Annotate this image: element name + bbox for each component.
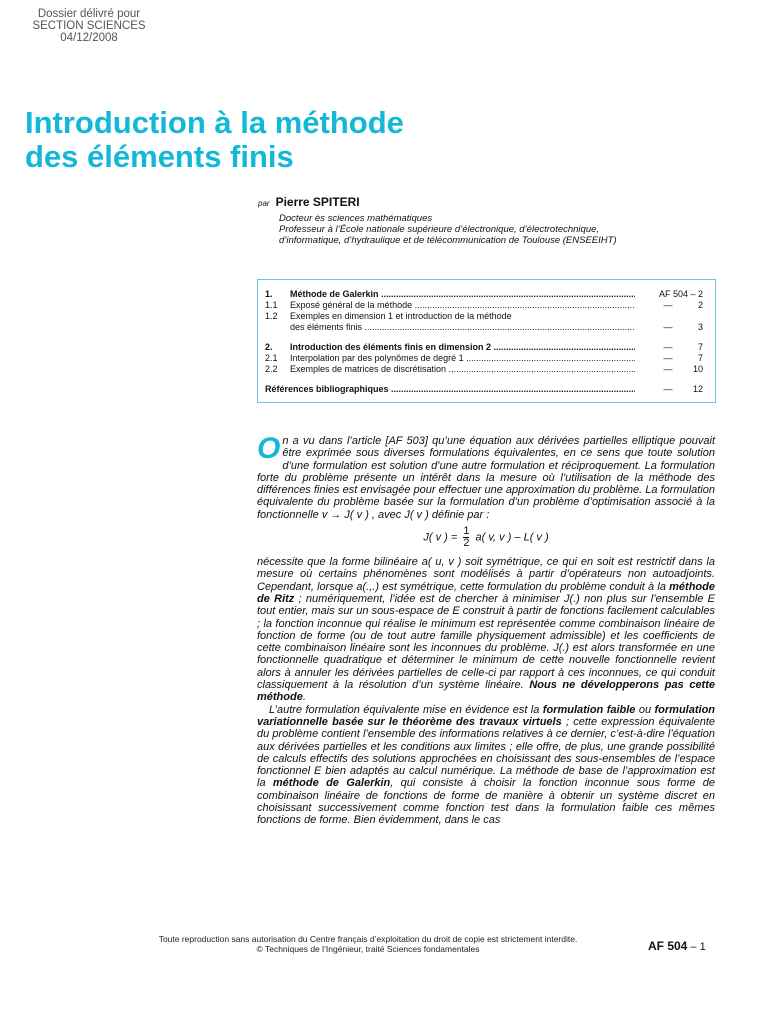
text-span: ; numériquement, l’idée est de chercher à minimiser J(.) non plus sur l’ensemble E tout entier, mais sur un sous-espace de E construit à partir de fonctions facilement calculables ; la fonction inconnue qui réalise le minimum est représentée comme combinaison linéaire de fonction de forme (ou de tout autre famille physiquement admissible) et les coefficients de cette combinaison linéaire sont les inconnues du problème. J(.) est alors transformée en une fonctionnelle quadratique et déterminer le minimum de cette nouvelle fonctionnelle revient alors à annuler les dérivées partielles de celle-ci par rapport à ces inconnues, ce qui conduit classiquement à la résolution d’un système linéaire. [257, 592, 715, 692]
emphasis-statement: Nous ne développerons pas cette méthode [257, 679, 716, 704]
toc-number: 2.1 [265, 353, 278, 363]
footer-notice [118, 935, 618, 954]
term-weak-formulation: formulation faible [542, 703, 636, 716]
toc-entry[interactable] [265, 311, 712, 322]
paragraph-galerkin [257, 704, 715, 827]
term-variational-formulation: formulation variationnelle basée sur le théorème des travaux virtuels [257, 703, 716, 728]
footer-copyright-line-1: Toute reproduction sans autorisation du Centre français d’exploitation du droit de copie est strictement interdite. [158, 934, 578, 944]
term-galerkin: méthode de Galerkin [272, 777, 391, 790]
article-body [257, 432, 716, 827]
toc-entry[interactable] [265, 289, 712, 300]
stamp-line-3: 04/12/2008 [60, 32, 118, 44]
title-line-2: des éléments finis [25, 139, 294, 174]
toc-reference: — [663, 353, 673, 363]
fraction-denominator: 2 [463, 537, 470, 550]
toc-entry[interactable] [265, 353, 712, 364]
toc-page: 2 [697, 300, 703, 310]
paragraph-intro-text: n a vu dans l’article [AF 503] qu’une équation aux dérivées partielles elliptique pouvait être exprimée sous diverses formulations équivalentes, en ce sens que toute solution d’une formulation est solution d’une autre formulation et réciproquement. La formulation forte du problème présente un intérêt dans la mesure où l’utilisation de la méthode des différences finies est envisagée pour effectuer une approximation du problème. La formulation équivalente du problème basée sur la formulation d’un problème d’optimisation associé à la fonctionnelle v → J( v ) , avec J( v ) définie par : [257, 435, 715, 521]
text-span: L’autre formulation équivalente mise en évidence est la [269, 703, 543, 716]
table-of-contents [257, 279, 716, 403]
toc-entry[interactable] [265, 384, 712, 395]
formula-functional [257, 526, 715, 549]
author-name: Pierre SPITERI [275, 195, 360, 209]
term-ritz: méthode de Ritz [257, 580, 715, 605]
author-credential-3: d’informatique, d’hydraulique et de télécommunication de Toulouse (ENSEEIHT) [279, 235, 617, 246]
toc-reference: — [663, 364, 673, 374]
document-code: AF 504 [648, 939, 688, 953]
toc-page: 10 [692, 364, 703, 374]
document-title [25, 106, 404, 174]
fraction-numerator: 1 [463, 525, 470, 538]
toc-label: Exemples en dimension 1 et introduction de la méthode [290, 311, 512, 321]
formula-fraction [463, 526, 469, 549]
toc-number: 1.2 [265, 311, 278, 321]
toc-page: – 2 [690, 289, 703, 299]
author-credential-1: Docteur ès sciences mathématiques [279, 213, 433, 224]
toc-reference: — [663, 300, 673, 310]
toc-number: 2. [265, 342, 273, 352]
toc-label: Exemples de matrices de discrétisation ..... [290, 364, 635, 375]
drop-cap: O [257, 432, 281, 465]
toc-label: Exposé général de la méthode ..... [290, 300, 635, 311]
toc-entry[interactable] [265, 342, 712, 353]
toc-number: 1. [265, 289, 273, 299]
delivery-stamp [20, 8, 158, 44]
toc-entry-continued[interactable] [265, 322, 712, 333]
toc-page: 7 [697, 353, 703, 363]
paragraph-ritz [257, 556, 715, 704]
page-reference [648, 939, 706, 953]
text-span: ; cette expression équivalente du problème contient l’ensemble des informations relatives à ce dernier, c’est-à-dire l’équation aux dérivées partielles et les conditions aux limites ; elle offre, de plus, une grande possibilité de calculs effectifs des solutions approchées en choisissant des sous-ensembles de l’espace fonctionnel E bien adaptés au calcul numérique. La méthode de base de l’approximation est la [257, 715, 715, 790]
footer-copyright-line-2: © Techniques de l’Ingénieur, traité Sciences fondamentales [256, 943, 480, 954]
toc-reference: — [663, 342, 673, 352]
toc-page: 12 [692, 384, 703, 394]
formula-lhs: J( v ) = [423, 531, 458, 544]
stamp-line-1: Dossier délivré pour [37, 8, 141, 20]
toc-number: 1.1 [265, 300, 278, 310]
author-block [258, 195, 617, 246]
toc-label: Interpolation par des polynômes de degré 1 ..... [290, 353, 635, 364]
toc-label: Références bibliographiques ..... [265, 384, 635, 395]
toc-reference: — [663, 322, 673, 332]
toc-reference: AF 504 [659, 289, 689, 299]
text-span: . [302, 691, 306, 704]
author-credential-2: Professeur à l’École nationale supérieure d’électronique, d’électrotechnique, [279, 224, 600, 235]
author-credentials [279, 213, 699, 246]
toc-entry[interactable] [265, 300, 712, 311]
toc-page: 7 [697, 342, 703, 352]
toc-number: 2.2 [265, 364, 278, 374]
stamp-line-2: SECTION SCIENCES [32, 20, 146, 32]
formula-rhs: a( v, v ) – L( v ) [475, 531, 549, 544]
title-line-1: Introduction à la méthode [25, 105, 404, 140]
toc-label-continued: des éléments finis ..... [290, 322, 635, 333]
text-span: ou [635, 703, 655, 716]
toc-label: Méthode de Galerkin ..... [290, 289, 635, 300]
text-span: nécessite que la forme bilinéaire a( u, v ) soit symétrique, ce qui en soit est restrictif dans la mesure où certains phénomènes sont modélisés à partir d’opérateurs non autoadjoints. Cependant, lorsque a(.,.) est symétrique, cette formulation du problème conduit à la [257, 556, 715, 593]
author-prefix: par [258, 199, 270, 208]
paragraph-intro [257, 432, 715, 521]
toc-page: 3 [697, 322, 703, 332]
text-span: , qui consiste à choisir la fonction inconnue sous forme de combinaison linéaire de fonctions de forme de manière à obtenir un système discret en choisissant successivement comme fonction test dans la formulation faible ces mêmes fonctions de forme. Bien évidemment, dans le cas [257, 777, 715, 827]
page-number: – 1 [687, 941, 706, 953]
toc-entry[interactable] [265, 364, 712, 375]
toc-label: Introduction des éléments finis en dimension 2 ..... [290, 342, 635, 353]
toc-reference: — [663, 384, 673, 394]
